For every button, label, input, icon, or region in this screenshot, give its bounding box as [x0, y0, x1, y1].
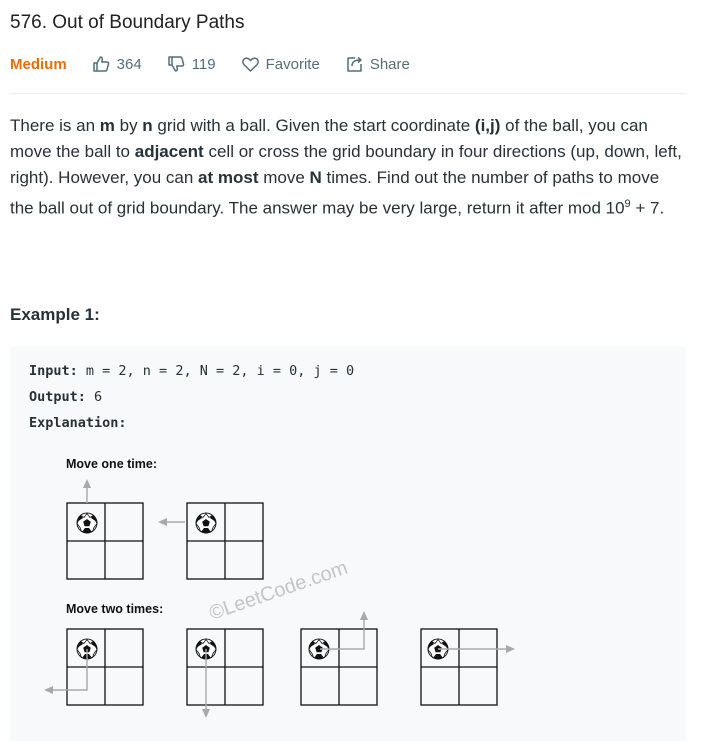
grid-2b: [187, 629, 263, 705]
grid-2c: [301, 629, 377, 705]
problem-title: 576. Out of Boundary Paths: [10, 12, 245, 33]
grid-1b: [187, 503, 263, 579]
caption-move-two-times: Move two times:: [66, 602, 164, 616]
example-heading: Example 1:: [10, 305, 100, 324]
example-explanation-line: Explanation:: [29, 415, 127, 431]
share-label: Share: [369, 55, 410, 73]
grid-1a: [67, 503, 143, 579]
problem-description: There is an m by n grid with a ball. Given the start coordinate (i,j) of the ball, you can move the ball to adjacent cell or cross the grid boundary in four directions (up, down, left, right). However, you can at most move N times. Find out the number of paths to move the ball out of grid boundary. The answer may be very large, return it after mod $10^9 + 7$.: [10, 116, 682, 218]
favorite-label: Favorite: [265, 55, 320, 73]
like-count: 364: [116, 55, 142, 73]
grid-2d: [421, 629, 497, 705]
example-input-line: Input: m = 2, n = 2, N = 2, i = 0, j = 0: [29, 363, 355, 379]
difficulty-badge: Medium: [10, 55, 67, 73]
caption-move-one-time: Move one time:: [66, 457, 157, 471]
watermark: ©LeetCode.com: [206, 556, 351, 625]
grid-2a: [67, 629, 143, 705]
dislike-count: 119: [191, 55, 216, 73]
example-output-line: Output: 6: [29, 389, 103, 405]
